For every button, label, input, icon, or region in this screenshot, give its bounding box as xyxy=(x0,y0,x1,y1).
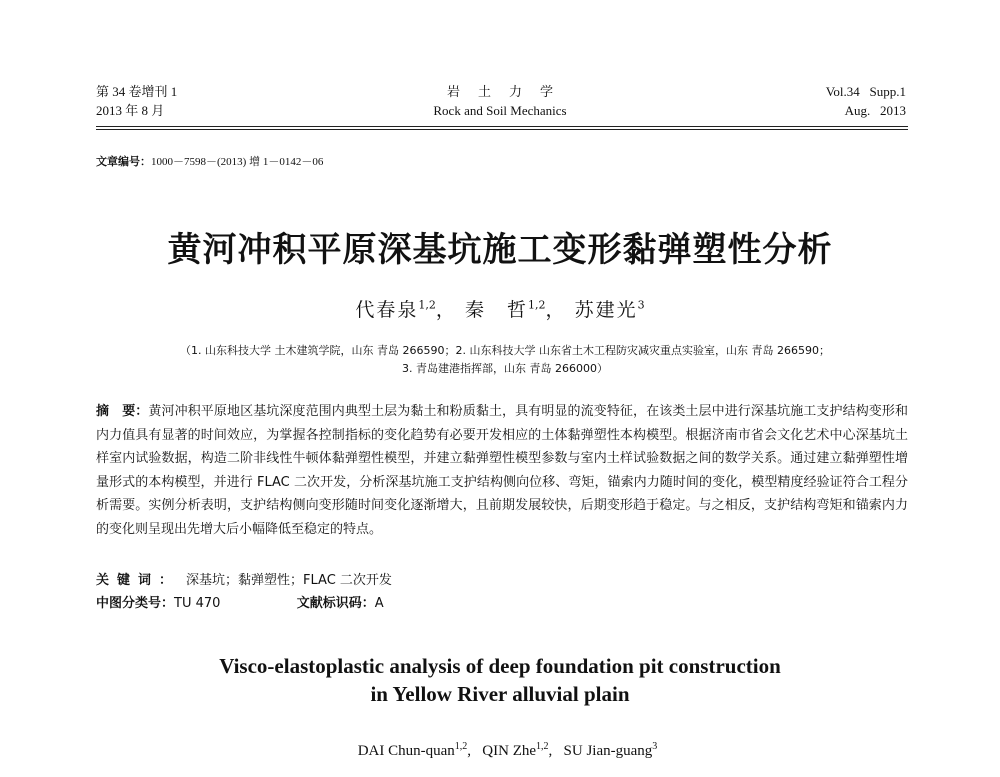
date-cn: 2013 年 8 月 xyxy=(96,103,165,118)
journal-name-en: Rock and Soil Mechanics xyxy=(433,103,567,118)
affiliations xyxy=(110,342,900,378)
author-cn-2-affil: 1,2 xyxy=(528,298,546,312)
author-cn-3-affil: 3 xyxy=(637,298,645,312)
keywords-cn xyxy=(96,569,392,588)
author-en-2: QIN Zhe xyxy=(482,743,537,759)
author-cn-2: 秦 哲 xyxy=(464,299,528,321)
header-rule-bottom xyxy=(96,129,908,130)
abstract-cn xyxy=(96,400,908,541)
article-number xyxy=(96,153,323,169)
classification-line xyxy=(96,592,384,611)
doc-code-label: 文献标识码： xyxy=(296,596,375,611)
keywords-text: 深基坑；黏弹塑性；FLAC 二次开发 xyxy=(186,573,392,588)
keywords-label: 关键词： xyxy=(96,573,181,588)
author-separator: , xyxy=(548,743,564,759)
author-en-3-affil: 3 xyxy=(652,741,658,752)
author-separator: , xyxy=(467,743,483,759)
header-right xyxy=(826,82,906,120)
clc-label: 中图分类号： xyxy=(96,596,175,611)
volume-cn: 第 34 卷增刊 1 xyxy=(96,84,178,99)
volume-en: Vol.34 Supp.1 xyxy=(825,84,906,99)
authors-cn xyxy=(0,295,1000,322)
title-en-line-1: Visco-elastoplastic analysis of deep foundation pit construction xyxy=(219,654,781,678)
author-separator: ， xyxy=(435,299,457,321)
title-en-line-2: in Yellow River alluvial plain xyxy=(370,682,630,706)
author-cn-1-affil: 1,2 xyxy=(418,298,436,312)
affiliation-line-1: （1. 山东科技大学 土木建筑学院，山东 青岛 266590；2. 山东科技大学 山东省土木工程防灾减灾重点实验室，山东 青岛 266590； xyxy=(180,344,830,357)
authors-en xyxy=(0,724,1000,777)
clc-value: TU 470 xyxy=(174,596,221,611)
article-number-label: 文章编号： xyxy=(96,155,151,168)
abstract-text: 黄河冲积平原地区基坑深度范围内典型土层为黏土和粉质黏土，具有明显的流变特征，在该类土层中进行深基坑施工支护结构变形和内力值具有显著的时间效应，为掌握各控制指标的变化趋势有必要开发相应的土体黏弹塑性本构模型。根据济南市省会文化艺术中心深基坑土样室内试验数据，构造二阶非线性牛顿体黏弹塑性模型，并建立黏弹塑性模型参数与室内土样试验数据之间的数学关系。通过建立黏弹塑性增量形式的本构模型，并进行 FLAC 二次开发，分析深基坑施工支护结构侧向位移、弯矩，锚索内力随时间的变化，模型精度经验证符合工程分析需要。实例分析表明，支护结构侧向变形随时间变化逐渐增大，且前期发展较快，后期变形趋于稳定。与之相反，支护结构弯矩和锚索内力的变化则呈现出先增大后小幅降低至稳定的特点。 xyxy=(96,404,908,537)
journal-name-cn: 岩土力学 xyxy=(446,84,571,99)
title-cn: 黄河冲积平原深基坑施工变形黏弹塑性分析 xyxy=(167,230,833,270)
author-en-1: DAI Chun-quan xyxy=(357,743,455,759)
article-number-value: 1000－7598－(2013) 增 1－0142－06 xyxy=(151,156,324,168)
author-cn-3: 苏建光 xyxy=(574,299,638,321)
author-en-3: SU Jian-guang xyxy=(563,743,653,759)
title-en xyxy=(0,652,1000,708)
author-cn-1: 代春泉 xyxy=(355,299,419,321)
author-en-1-affil: 1,2 xyxy=(454,741,468,752)
author-en-2-affil: 1,2 xyxy=(536,741,549,752)
author-separator: ， xyxy=(545,299,567,321)
abstract-label: 摘 要： xyxy=(96,404,149,419)
header-rule-top xyxy=(96,126,908,127)
doc-code-value: A xyxy=(374,596,384,611)
affiliation-line-2: 3. 青岛建港指挥部，山东 青岛 266000） xyxy=(402,362,608,375)
date-en: Aug. 2013 xyxy=(844,103,906,118)
